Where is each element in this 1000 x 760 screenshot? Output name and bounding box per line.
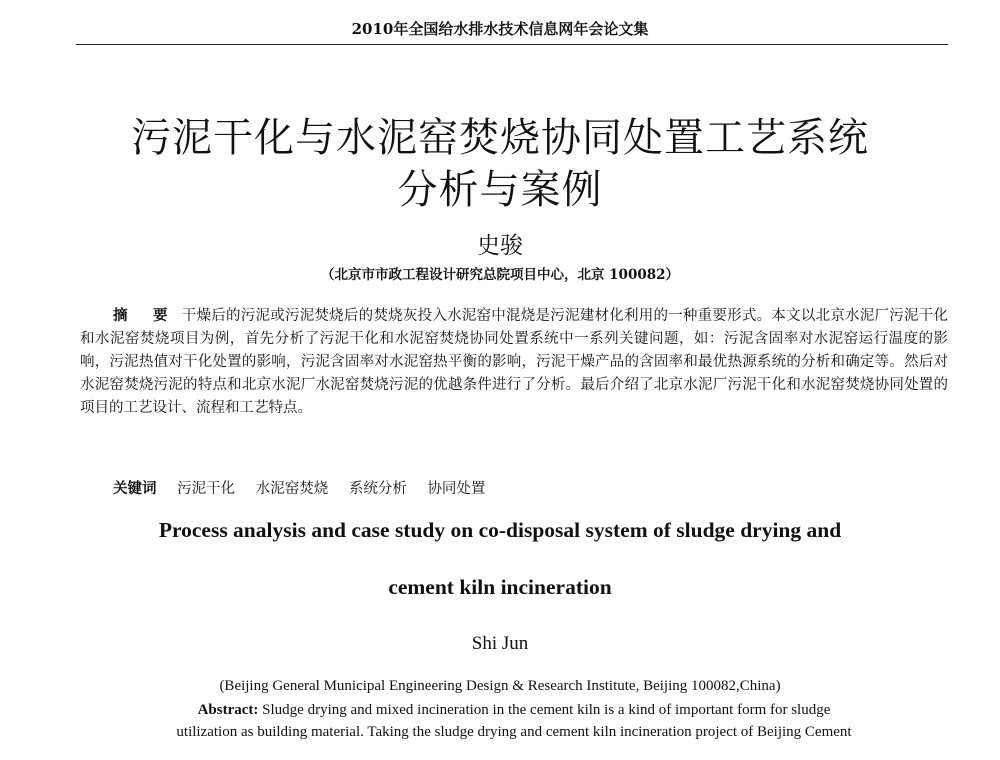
- abstract-en-label: Abstract:: [197, 702, 259, 718]
- header-rule: [76, 44, 948, 45]
- abstract-cn-label: 摘 要: [113, 307, 178, 324]
- abstract-en-line-1: [80, 699, 948, 721]
- keyword-item: 污泥干化: [177, 481, 236, 497]
- keywords-cn: [113, 477, 501, 498]
- affiliation-cn: （北京市市政工程设计研究总院项目中心，北京 100082）: [320, 267, 680, 283]
- paper-title-line-2: 分析与案例: [397, 167, 603, 213]
- keyword-item: 水泥窑焚烧: [255, 481, 329, 497]
- english-title-line-2: cement kiln incineration: [388, 575, 612, 599]
- english-title-line-1: Process analysis and case study on co-disposal system of sludge drying and: [158, 518, 842, 542]
- abstract-en: [80, 699, 948, 743]
- keyword-item: 系统分析: [348, 481, 407, 497]
- proceedings-header: 2010年全国给水排水技术信息网年会论文集: [351, 20, 649, 38]
- affiliation-en: (Beijing General Municipal Engineering Design & Research Institute, Beijing 100082,China): [219, 678, 781, 694]
- abstract-cn-text: 干燥后的污泥或污泥焚烧后的焚烧灰投入水泥窑中混烧是污泥建材化利用的一种重要形式。本文以北京水泥厂污泥干化和水泥窑焚烧项目为例，首先分析了污泥干化和水泥窑焚烧协同处置系统中一系列关键问题，如：污泥含固率对水泥窑运行温度的影响，污泥热值对干化处置的影响，污泥含固率对水泥窑热平衡的影响，污泥干燥产品的含固率和最优热源系统的分析和确定等。然后对水泥窑焚烧污泥的特点和北京水泥厂水泥窑焚烧污泥的优越条件进行了分析。最后介绍了北京水泥厂污泥干化和水泥窑焚烧协同处置的项目的工艺设计、流程和工艺特点。: [80, 308, 948, 416]
- keyword-item: 协同处置: [427, 481, 486, 497]
- abstract-cn: [80, 304, 948, 420]
- paper-title-line-1: 污泥干化与水泥窑焚烧协同处置工艺系统: [131, 115, 869, 161]
- keywords-label: 关键词: [113, 480, 157, 497]
- author-name-cn: 史骏: [477, 233, 523, 259]
- abstract-en-text-1: Sludge drying and mixed incineration in the cement kiln is a kind of important form for sludge: [262, 702, 831, 718]
- author-name-en: Shi Jun: [471, 633, 529, 654]
- abstract-en-line-2: utilization as building material. Taking the sludge drying and cement kiln incineration project of Beijing Cement: [176, 724, 852, 740]
